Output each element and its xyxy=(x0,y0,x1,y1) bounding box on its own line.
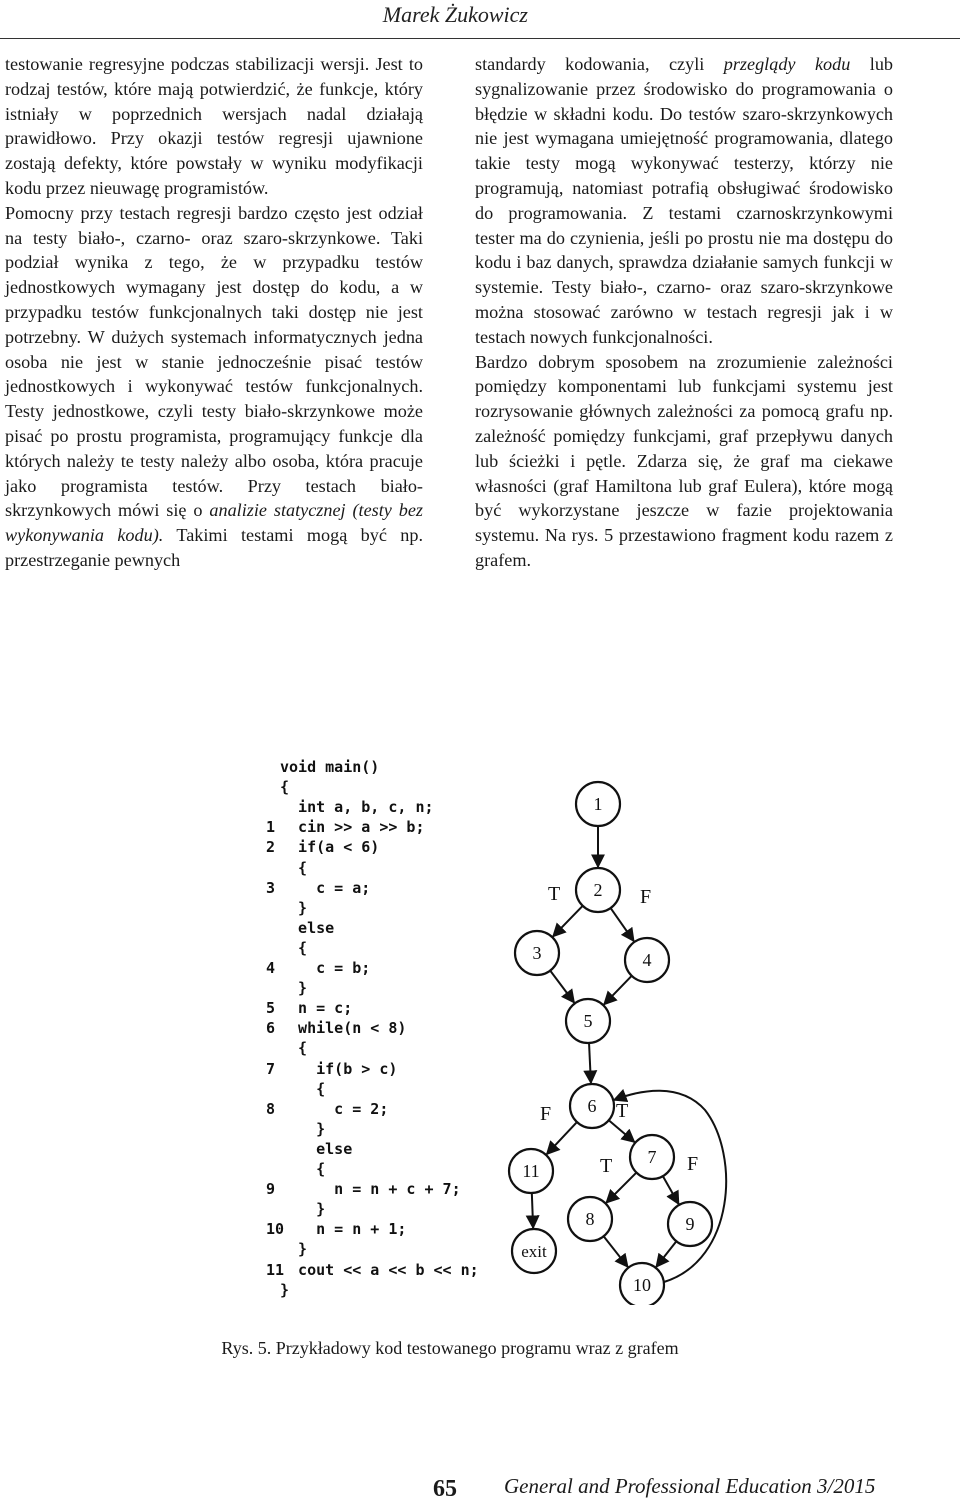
graph-edge-8-10 xyxy=(604,1236,628,1267)
code-line-text: c = 2; xyxy=(280,1099,389,1118)
graph-node-4 xyxy=(625,938,669,982)
graph-edge-5-6 xyxy=(589,1043,591,1083)
left-paragraph-2-italic: analizie statycznej (testy bez wykonywania kodu). xyxy=(5,500,424,546)
graph-node-2 xyxy=(576,868,620,912)
code-line-text: n = n + 1; xyxy=(280,1220,407,1239)
graph-edge-label: F xyxy=(540,1103,552,1125)
code-line-text: cin >> a >> b; xyxy=(280,818,425,837)
code-line-text: while(n < 8) xyxy=(280,1019,407,1038)
graph-node-label: 7 xyxy=(647,1147,657,1167)
graph-node-label: exit xyxy=(521,1242,547,1261)
code-line-text: { xyxy=(280,938,308,957)
code-line-text: if(b > c) xyxy=(280,1059,398,1078)
right-paragraph-1-text-b: lub sygnalizowanie przez środowisko do programowania o błędzie w składni kodu. Do testów szaro-skrzynkowych nie jest wymagana umiejętność programowania, dlatego takie testy mogą wykonywać testerzy, którzy nie programują, natomiast potrafią obsługiwać środowisko do programowania. Z testami czarnoskrzynkowymi tester ma do czynienia, jeśli po prostu nie ma dostępu do kodu i baz danych, sprawdza działanie samych funkcji w systemie. Testy biało-, czarno- oraz szaro-skrzynkowe można stosować zarówno w testach regresji jak i w testach nowych funkcjonalności. xyxy=(475,54,894,347)
graph-edge-label: F xyxy=(640,886,652,908)
graph-node-9 xyxy=(668,1202,712,1246)
graph-node-label: 8 xyxy=(585,1209,595,1229)
graph-node-6 xyxy=(570,1084,614,1128)
code-line-text: } xyxy=(280,979,308,998)
graph-node-label: 11 xyxy=(522,1161,540,1181)
code-line-text: if(a < 6) xyxy=(280,838,380,857)
code-line-number: 4 xyxy=(266,959,276,977)
code-line-text: { xyxy=(280,1079,326,1098)
graph-edge-label: T xyxy=(548,883,561,905)
graph-node-label: 6 xyxy=(587,1096,597,1116)
graph-node-label: 1 xyxy=(593,794,603,814)
code-line-text: { xyxy=(280,1160,326,1178)
code-line-text: { xyxy=(280,778,290,797)
right-column xyxy=(475,52,893,573)
graph-edge-11-exit xyxy=(532,1193,533,1228)
right-paragraph-1-italic: przeglądy kodu xyxy=(723,54,851,74)
figure-caption: Rys. 5. Przykładowy kod testowanego programu wraz z grafem xyxy=(221,1338,679,1358)
code-line-number: 11 xyxy=(266,1260,285,1279)
graph-edge-6-11 xyxy=(547,1122,577,1154)
graph-node-label: 2 xyxy=(593,880,603,900)
graph-node-label: 3 xyxy=(532,943,542,963)
code-line-number: 6 xyxy=(266,1019,276,1038)
right-paragraph-1-text-a: standardy kodowania, czyli xyxy=(475,54,724,74)
code-line-text: { xyxy=(280,858,308,877)
code-line-number: 5 xyxy=(266,999,276,1018)
code-line-text: int a, b, c, n; xyxy=(280,798,434,817)
graph-node-label: 9 xyxy=(685,1214,695,1234)
code-line-text: { xyxy=(280,1039,308,1058)
graph-edge-2-4 xyxy=(611,908,634,941)
control-flow-graph xyxy=(500,760,730,1305)
code-line-text: cout << a << b << n; xyxy=(280,1260,479,1279)
code-line-text: } xyxy=(280,1119,326,1138)
graph-node-label: 4 xyxy=(642,950,652,970)
graph-edge-7-8 xyxy=(606,1173,636,1203)
graph-node-label: 10 xyxy=(633,1275,651,1295)
code-line-number: 2 xyxy=(266,838,276,857)
code-line-text: } xyxy=(280,1200,326,1219)
page-number: 65 xyxy=(433,1476,457,1502)
code-line-number: 3 xyxy=(266,878,276,897)
code-line-text: } xyxy=(280,1280,290,1299)
graph-edge-6-7 xyxy=(609,1120,635,1142)
graph-edge-9-10 xyxy=(656,1241,676,1267)
left-paragraph-2 xyxy=(5,201,423,573)
code-line-text: c = b; xyxy=(280,959,371,977)
graph-edge-label: T xyxy=(600,1155,613,1177)
code-line-text: else xyxy=(280,1139,353,1158)
left-paragraph-1: testowanie regresyjne podczas stabilizacji wersji. Jest to rodzaj testów, które mają potwierdzić, że funkcje, który istniały w poprzednich wersjach nadal działają prawidłowo. Przy okazji testów regresji ujawnione zostają defekty, które powstały w wyniku modyfikacji kodu przez nieuwagę programistów. xyxy=(5,54,423,198)
code-line-number: 1 xyxy=(266,818,276,837)
graph-edge-7-9 xyxy=(663,1176,679,1204)
code-line-text: } xyxy=(280,1240,308,1259)
code-line-text: void main() xyxy=(280,758,380,776)
graph-node-7 xyxy=(630,1135,674,1179)
code-line-number: 9 xyxy=(266,1180,276,1199)
code-line-text: n = n + c + 7; xyxy=(280,1180,461,1199)
code-line-text: } xyxy=(280,898,308,917)
code-line-number: 7 xyxy=(266,1059,276,1078)
graph-node-1 xyxy=(576,782,620,826)
author-header: Marek Żukowicz xyxy=(382,2,528,27)
graph-edge-4-5 xyxy=(604,976,632,1005)
left-paragraph-2-tail: Takimi testami mogą być np. przestrzeganie pewnych xyxy=(5,525,423,570)
code-line-text: else xyxy=(280,918,335,937)
graph-node-8 xyxy=(568,1197,612,1241)
code-line-text: n = c; xyxy=(280,999,353,1018)
graph-edge-label: T xyxy=(616,1100,629,1122)
journal-name: General and Professional Education 3/2015 xyxy=(504,1474,876,1498)
graph-node-3 xyxy=(515,931,559,975)
graph-edge-10-6 xyxy=(614,1091,726,1282)
header-rule xyxy=(0,38,960,39)
left-column xyxy=(5,52,423,573)
graph-edge-3-5 xyxy=(550,971,574,1003)
graph-node-11 xyxy=(509,1149,553,1193)
graph-edge-label: F xyxy=(687,1153,699,1175)
code-line-text: c = a; xyxy=(280,878,371,897)
right-paragraph-1 xyxy=(475,52,893,350)
graph-node-10 xyxy=(620,1263,664,1305)
code-line-number: 8 xyxy=(266,1099,276,1118)
left-paragraph-2-text: Pomocny przy testach regresji bardzo często jest odział na testy biało-, czarno- oraz szaro-skrzynkowe. Taki podział wynika z tego, że w przypadku testów jednostkowych wymagany jest dostęp do kodu, a w przypadku testów funkcjonalnych taki dostęp nie jest potrzebny. W dużych systemach informatycznych jedna osoba nie jest w stanie jednocześnie pisać testów jednostkowych i wykonywać testów funkcjonalnych. Testy jednostkowe, czyli testy biało-skrzynkowe może pisać po prostu programista, programujący funkcje dla których należy te testy należy albo osoba, która pracuje jako programista testów. Przy testach biało-skrzynkowych mówi się o xyxy=(5,202,423,521)
right-paragraph-2: Bardzo dobrym sposobem na zrozumienie zależności pomiędzy komponentami lub funkcjami systemu jest rozrysowanie głównych zależności za pomocą grafu np. zależność pomiędzy funkcjami, graf przepływu danych lub ścieżki i pętle. Zdarza się, że graf ma ciekawe własności (graf Hamiltona lub graf Eulera), które mogą być wykorzystane jeszcze w fazie projektowania systemu. Na rys. 5 przestawiono fragment kodu razem z grafem. xyxy=(475,351,893,570)
code-line-number: 10 xyxy=(266,1220,285,1239)
graph-node-exit xyxy=(512,1229,556,1273)
graph-edge-2-3 xyxy=(553,906,583,937)
graph-node-label: 5 xyxy=(583,1011,593,1031)
graph-node-5 xyxy=(566,999,610,1043)
